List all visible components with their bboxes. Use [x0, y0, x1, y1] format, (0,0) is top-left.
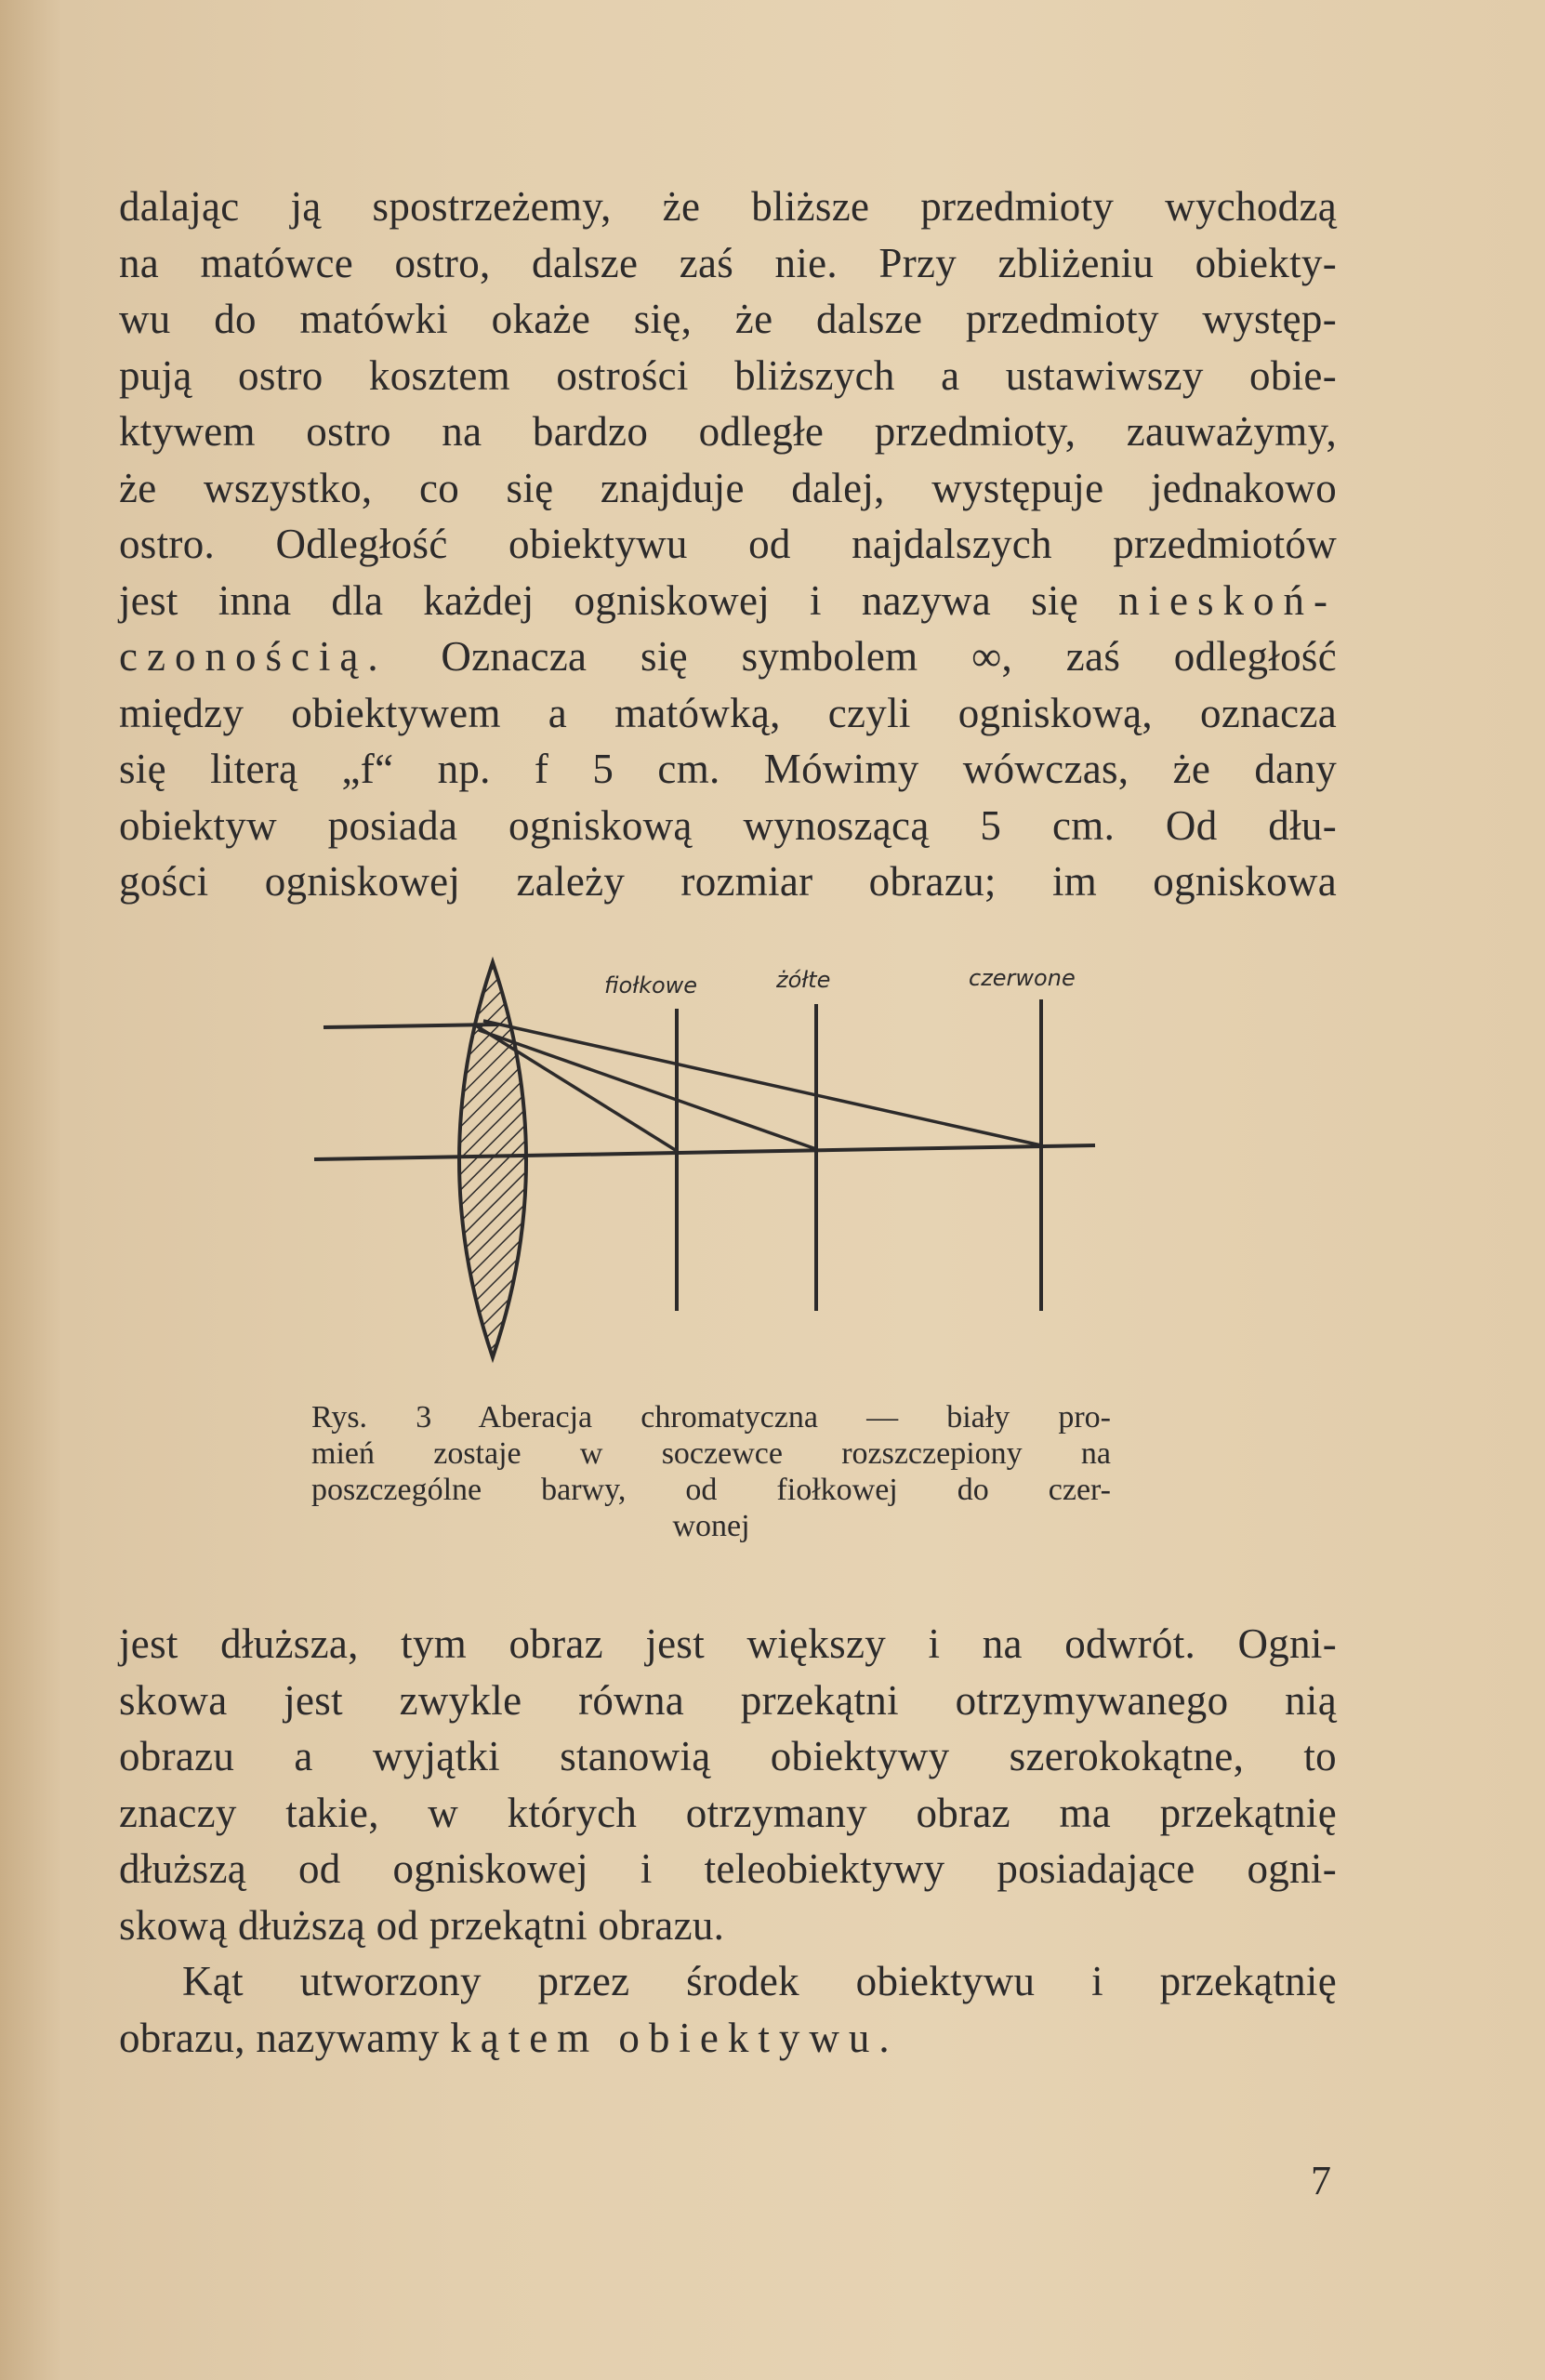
text-line: obrazu a wyjątki stanowią obiektywy szerokokątne, to: [119, 1733, 1337, 1779]
figure-caption: [311, 1399, 1111, 1544]
caption-line: wonej: [672, 1509, 750, 1543]
text-line: obiektyw posiada ogniskową wynoszącą 5 cm. Od dłu-: [119, 801, 1337, 849]
text-line: się literą „f“ np. f 5 cm. Mówimy wówczas, że dany: [119, 746, 1337, 792]
text-line: na matówce ostro, dalsze zaś nie. Przy zbliżeniu obiekty-: [119, 239, 1337, 286]
text-fragment: jest inna dla każdej ogniskowej i nazywa się: [119, 576, 1078, 624]
yellow-label: żółte: [776, 967, 831, 993]
text-line: że wszystko, co się znajduje dalej, występuje jednakowo: [119, 464, 1337, 511]
text-line-with-spaced-term: [119, 628, 1337, 685]
text-line: znaczy takie, w których otrzymany obraz ma przekątnię: [119, 1789, 1337, 1836]
text-line: pują ostro kosztem ostrości bliższych a ustawiwszy obie-: [119, 351, 1337, 399]
text-line: ostro. Odległość obiektywu od najdalszych przedmiotów: [119, 521, 1337, 567]
text-fragment: Oznacza się symbolem: [441, 633, 918, 680]
text-line: skowa jest zwykle równa przekątni otrzymywanego nią: [119, 1676, 1337, 1724]
optical-axis-line: [314, 1145, 1095, 1159]
paragraph-2: [119, 1616, 1337, 2066]
text-line-with-spaced-term: [119, 573, 1337, 629]
spaced-term: nieskoń-: [1118, 576, 1337, 624]
text-line: jest dłuższa, tym obraz jest większy i na odwrót. Ogni-: [119, 1620, 1337, 1667]
text-fragment: obrazu, nazywamy: [119, 2014, 440, 2061]
violet-label: fiołkowe: [604, 972, 698, 998]
caption-line: poszczególne barwy, od fiołkowej do czer-: [311, 1473, 1111, 1507]
paragraph-3-line: [119, 2010, 1337, 2067]
caption-line: Rys. 3 Aberacja chromatyczna — biały pro-: [311, 1400, 1111, 1435]
spaced-term: czonością.: [119, 633, 388, 680]
spaced-term: kątem obiektywu.: [450, 2014, 899, 2061]
text-line: skową dłuższą od przekątni obrazu.: [119, 1901, 725, 1949]
text-line: wu do matówki okaże się, że dalsze przedmioty występ-: [119, 296, 1337, 342]
page-number: 7: [1311, 2158, 1331, 2203]
text-line: ktywem ostro na bardzo odległe przedmioty, zauważymy,: [119, 408, 1337, 455]
incident-ray-line: [324, 1025, 497, 1027]
paragraph-1: [119, 178, 1337, 910]
text-line: dalając ją spostrzeżemy, że bliższe przedmioty wychodzą: [119, 183, 1337, 230]
chromatic-aberration-figure: [307, 948, 1116, 1395]
caption-line: mień zostaje w soczewce rozszczepiony na: [311, 1436, 1111, 1471]
text-line: gości ogniskowej zależy rozmiar obrazu; im ogniskowa: [119, 858, 1337, 905]
red-label: czerwone: [969, 965, 1076, 991]
text-line: między obiektywem a matówką, czyli ogniskową, oznacza: [119, 689, 1337, 736]
text-fragment: ∞, zaś odległość: [971, 633, 1337, 680]
paragraph-3-line: Kąt utworzony przez środek obiektywu i przekątnię: [182, 1958, 1337, 2004]
text-line: dłuższą od ogniskowej i teleobiektywy posiadające ogni-: [119, 1845, 1337, 1892]
